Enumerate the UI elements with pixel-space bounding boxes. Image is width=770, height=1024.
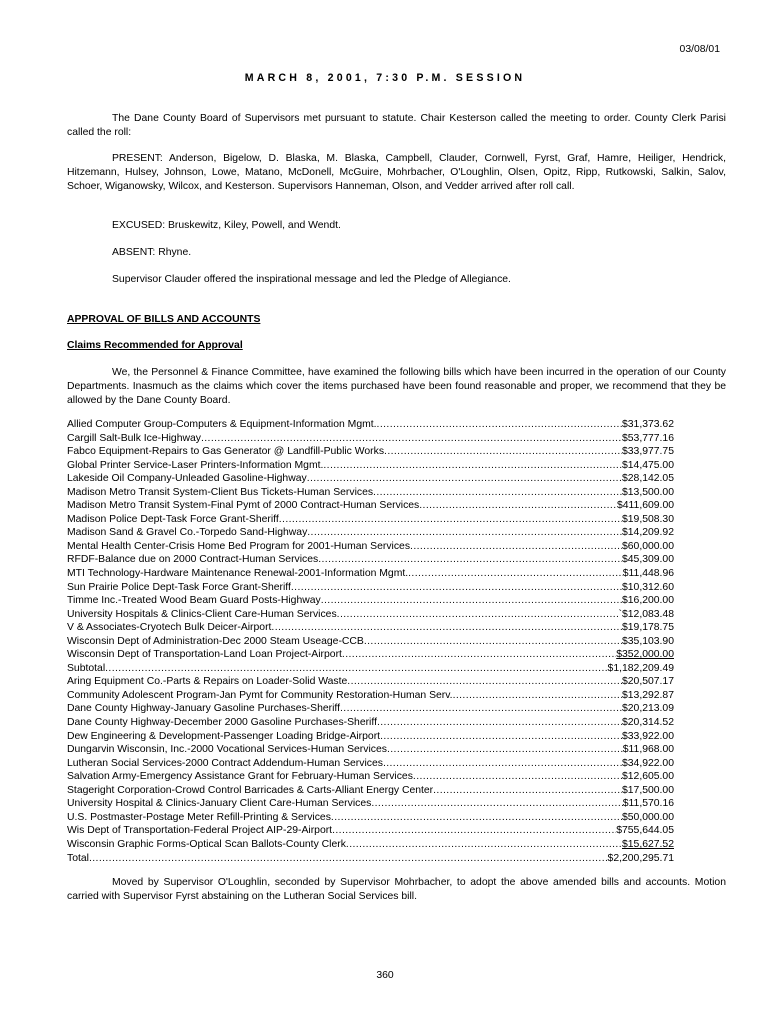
claim-label: Aring Equipment Co.-Parts & Repairs on Loader-Solid Waste bbox=[67, 676, 348, 688]
claim-label: University Hospitals & Clinics-Client Care-Human Services bbox=[67, 608, 337, 620]
dot-leader bbox=[307, 472, 622, 486]
dot-leader bbox=[337, 608, 619, 622]
subtotal-row bbox=[67, 662, 674, 676]
dot-leader bbox=[89, 852, 608, 866]
claim-label: Dane County Highway-December 2000 Gasoline Purchases-Sheriff bbox=[67, 717, 377, 729]
claim-row bbox=[67, 770, 674, 784]
claim-row bbox=[67, 526, 674, 540]
dot-leader bbox=[408, 567, 623, 581]
claim-row bbox=[67, 838, 674, 852]
dot-leader bbox=[291, 581, 622, 595]
claim-row bbox=[67, 567, 674, 581]
claim-label: MTI Technology-Hardware Maintenance Renewal-2001-Information Mgmt. bbox=[67, 568, 409, 580]
claim-row bbox=[67, 581, 674, 595]
claim-amount: $60,000.00 bbox=[621, 540, 674, 552]
claim-amount: `$12,083.48 bbox=[618, 608, 674, 620]
claim-amount: $755,644.05 bbox=[616, 825, 674, 837]
dot-leader bbox=[453, 689, 622, 703]
claim-row bbox=[67, 743, 674, 757]
page-number: 360 bbox=[376, 970, 394, 981]
claim-amount: $28,142.05 bbox=[621, 473, 674, 485]
claim-row bbox=[67, 797, 674, 811]
dot-leader bbox=[419, 499, 617, 513]
claim-row bbox=[67, 418, 674, 432]
claim-row bbox=[67, 499, 674, 513]
claim-amount: $50,000.00 bbox=[621, 811, 674, 823]
claim-row bbox=[67, 784, 674, 798]
claim-label: Wisconsin Graphic Forms-Optical Scan Ballots-County Clerk bbox=[67, 838, 346, 850]
claim-label: Dane County Highway-January Gasoline Purchases-Sheriff bbox=[67, 703, 340, 715]
claim-row bbox=[67, 702, 674, 716]
section-subheading: Claims Recommended for Approval bbox=[67, 340, 243, 351]
claim-amount: $19,178.75 bbox=[621, 622, 674, 634]
claim-row bbox=[67, 486, 674, 500]
claim-label: V & Associates-Cryotech Bulk Deicer-Airport bbox=[67, 622, 272, 634]
claim-label: Madison Police Dept-Task Force Grant-Sheriff bbox=[67, 513, 279, 525]
motion-paragraph: Moved by Supervisor O'Loughlin, seconded by Supervisor Mohrbacher, to adopt the above amended bills and accounts. Motion carried with Supervisor Fyrst abstaining on the Lutheran Social Services bill. bbox=[67, 877, 726, 902]
claim-label: Global Printer Service-Laser Printers-Information Mgmt. bbox=[67, 459, 324, 471]
claim-amount: $11,570.16 bbox=[622, 798, 674, 810]
excused-paragraph: EXCUSED: Bruskewitz, Kiley, Powell, and Wendt. bbox=[112, 220, 341, 231]
claim-amount: $20,314.52 bbox=[621, 717, 674, 729]
dot-leader bbox=[413, 770, 622, 784]
claim-row bbox=[67, 608, 674, 622]
claim-label: U.S. Postmaster-Postage Meter Refill-Printing & Services bbox=[67, 811, 331, 823]
dot-leader bbox=[377, 716, 622, 730]
claim-row bbox=[67, 513, 674, 527]
claim-label: Madison Sand & Gravel Co.-Torpedo Sand-Highway bbox=[67, 527, 308, 539]
dot-leader bbox=[371, 797, 622, 811]
dot-leader bbox=[384, 445, 622, 459]
dot-leader bbox=[201, 432, 622, 446]
claim-row bbox=[67, 432, 674, 446]
dot-leader bbox=[433, 784, 622, 798]
claim-label: Madison Metro Transit System-Client Bus Tickets-Human Services bbox=[67, 486, 374, 498]
claim-amount: $12,605.00 bbox=[621, 771, 674, 783]
claim-amount: $11,448.96 bbox=[622, 568, 674, 580]
dot-leader bbox=[340, 702, 622, 716]
dot-leader bbox=[331, 811, 622, 825]
absent-paragraph: ABSENT: Rhyne. bbox=[112, 247, 192, 258]
claim-amount: $19,508.30 bbox=[621, 513, 674, 525]
claim-amount: $34,922.00 bbox=[621, 757, 674, 769]
dot-leader bbox=[307, 526, 622, 540]
dot-leader bbox=[377, 418, 622, 432]
claim-amount: $13,500.00 bbox=[621, 486, 674, 498]
dot-leader bbox=[383, 757, 622, 771]
claim-amount: $14,475.00 bbox=[621, 459, 674, 471]
claim-label: Wis Dept of Transportation-Federal Project AIP-29-Airport bbox=[67, 825, 333, 837]
claim-label: University Hospital & Clinics-January Client Care-Human Services bbox=[67, 798, 372, 810]
claim-amount: $20,213.09 bbox=[621, 703, 674, 715]
claims-ledger bbox=[67, 418, 674, 865]
claim-label: Fabco Equipment-Repairs to Gas Generator @ Landfill-Public Works bbox=[67, 446, 385, 458]
dot-leader bbox=[318, 553, 622, 567]
dot-leader bbox=[105, 662, 607, 676]
claim-row bbox=[67, 811, 674, 825]
claim-amount: $17,500.00 bbox=[621, 784, 674, 796]
dot-leader bbox=[332, 824, 616, 838]
section-heading: APPROVAL OF BILLS AND ACCOUNTS bbox=[67, 314, 261, 325]
claim-label: Sun Prairie Police Dept-Task Force Grant-Sheriff bbox=[67, 581, 291, 593]
total-amount: $2,200,295.71 bbox=[607, 852, 674, 864]
claim-row bbox=[67, 635, 674, 649]
dot-leader bbox=[380, 730, 622, 744]
claim-label: Mental Health Center-Crisis Home Bed Program for 2001-Human Services bbox=[67, 540, 411, 552]
claim-label: Community Adolescent Program-Jan Pymt for Community Restoration-Human Serv. bbox=[67, 689, 453, 701]
claim-amount: $33,977.75 bbox=[621, 446, 674, 458]
claim-label: Wisconsin Dept of Administration-Dec 2000 Steam Useage-CCB bbox=[67, 635, 364, 647]
claim-amount: $13,292.87 bbox=[621, 689, 674, 701]
dot-leader bbox=[410, 540, 622, 554]
claim-row bbox=[67, 648, 674, 662]
invocation-paragraph: Supervisor Clauder offered the inspirational message and led the Pledge of Allegiance. bbox=[112, 274, 511, 285]
claim-amount: $53,777.16 bbox=[621, 432, 674, 444]
subtotal-amount: $1,182,209.49 bbox=[607, 662, 674, 674]
claim-amount: $15,627.52 bbox=[621, 838, 674, 850]
claim-amount: $45,309.00 bbox=[621, 554, 674, 566]
claim-label: Timme Inc.-Treated Wood Beam Guard Posts-Highway bbox=[67, 595, 321, 607]
opening-paragraph: The Dane County Board of Supervisors met pursuant to statute. Chair Kesterson called the meeting to order. County Clerk Parisi called the roll: bbox=[67, 113, 726, 138]
header-date: 03/08/01 bbox=[679, 44, 720, 55]
claim-row bbox=[67, 716, 674, 730]
claim-label: Cargill Salt-Bulk Ice-Highway bbox=[67, 432, 201, 444]
dot-leader bbox=[271, 621, 622, 635]
claim-amount: $20,507.17 bbox=[621, 676, 674, 688]
dot-leader bbox=[364, 635, 622, 649]
claim-label: Dungarvin Wisconsin, Inc.-2000 Vocational Services-Human Services bbox=[67, 744, 387, 756]
dot-leader bbox=[347, 675, 622, 689]
claim-amount: $352,000.00 bbox=[616, 649, 674, 661]
dot-leader bbox=[373, 486, 622, 500]
claim-row bbox=[67, 540, 674, 554]
claim-label: Wisconsin Dept of Transportation-Land Loan Project-Airport bbox=[67, 649, 342, 661]
claim-label: Madison Metro Transit System-Final Pymt of 2000 Contract-Human Services bbox=[67, 500, 420, 512]
claim-row bbox=[67, 730, 674, 744]
claim-label: Allied Computer Group-Computers & Equipment-Information Mgmt. bbox=[67, 419, 377, 430]
claim-row bbox=[67, 594, 674, 608]
claim-row bbox=[67, 553, 674, 567]
dot-leader bbox=[342, 648, 616, 662]
claim-amount: $11,968.00 bbox=[622, 744, 674, 756]
claim-label: Dew Engineering & Development-Passenger Loading Bridge-Airport bbox=[67, 730, 381, 742]
claim-row bbox=[67, 621, 674, 635]
claim-label: Lakeside Oil Company-Unleaded Gasoline-Highway bbox=[67, 473, 307, 485]
claim-label: Stageright Corporation-Crowd Control Barricades & Carts-Alliant Energy Center bbox=[67, 784, 434, 796]
claim-row bbox=[67, 689, 674, 703]
claim-amount: $33,922.00 bbox=[621, 730, 674, 742]
claim-row bbox=[67, 472, 674, 486]
dot-leader bbox=[346, 838, 622, 852]
dot-leader bbox=[323, 459, 622, 473]
claim-row bbox=[67, 445, 674, 459]
claim-row bbox=[67, 824, 674, 838]
claim-label: RFDF-Balance due on 2000 Contract-Human Services bbox=[67, 554, 319, 566]
claim-amount: $35,103.90 bbox=[621, 635, 674, 647]
claim-row bbox=[67, 459, 674, 473]
present-paragraph: PRESENT: Anderson, Bigelow, D. Blaska, M. Blaska, Campbell, Clauder, Cornwell, Fyrst, Graf, Hamre, Heiliger, Hendrick, Hitzemann, Hulsey, Johnson, Lowe, Matano, McDonell, McGuire, Mohrbacher, O'Loughlin, Olsen, Opitz, Ripp, Rutkowski, Salkin, Salov, Schoer, Wiganowsky, Wilcox, and Kesterson. Supervisors Hanneman, Olson, and Vedder arrived after roll call. bbox=[67, 153, 726, 192]
claim-row bbox=[67, 757, 674, 771]
subtotal-label: Subtotal bbox=[67, 662, 106, 674]
claim-amount: $31,373.62 bbox=[621, 419, 674, 430]
dot-leader bbox=[279, 513, 622, 527]
session-title: MARCH 8, 2001, 7:30 P.M. SESSION bbox=[244, 72, 526, 84]
dot-leader bbox=[387, 743, 623, 757]
total-row bbox=[67, 852, 674, 866]
claim-row bbox=[67, 675, 674, 689]
claim-label: Salvation Army-Emergency Assistance Grant for February-Human Services bbox=[67, 771, 413, 783]
committee-paragraph: We, the Personnel & Finance Committee, have examined the following bills which have been incurred in the operation of our County Departments. Inasmuch as the claims which cover the items purchased have been found reasonable and proper, we recommend that they be allowed by the Dane County Board. bbox=[67, 367, 726, 406]
total-label: Total bbox=[67, 852, 89, 864]
claim-label: Lutheran Social Services-2000 Contract Addendum-Human Services bbox=[67, 757, 383, 769]
claim-amount: $16,200.00 bbox=[621, 595, 674, 607]
claim-amount: $14,209.92 bbox=[621, 527, 674, 539]
claim-amount: $411,609.00 bbox=[616, 500, 674, 512]
dot-leader bbox=[321, 594, 622, 608]
claim-amount: $10,312.60 bbox=[621, 581, 674, 593]
